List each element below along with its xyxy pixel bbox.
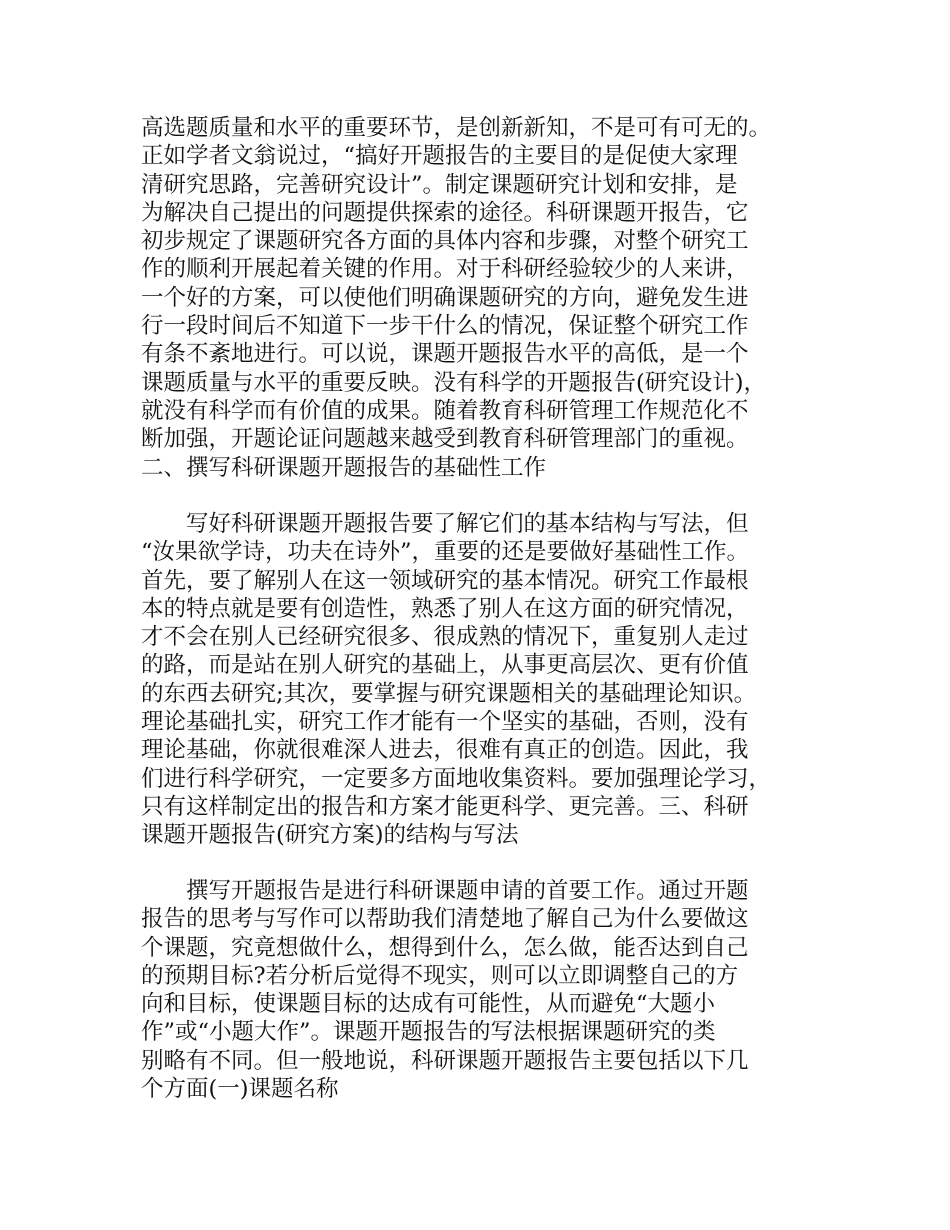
text-line: 才不会在别人已经研究很多、很成熟的情况下，重复别人走过 [141,624,749,651]
text-line: 首先，要了解别人在这一领域研究的基本情况。研究工作最根 [141,567,749,594]
paragraph-3 [141,877,831,1103]
text-line: 撰写开题报告是进行科研课题申请的首要工作。通过开题 [141,878,749,904]
text-line: 理论基础扎实，研究工作才能有一个坚实的基础，否则，没有 [141,709,749,736]
text-line: 只有这样制定出的报告和方案才能更科学、更完善。三、科研 [141,793,749,820]
text-line: 作的顺利开展起着关键的作用。对于科研经验较少的人来讲， [141,256,749,283]
text-line: 理论基础，你就很难深人进去，很难有真正的创造。因此，我 [141,737,749,764]
text-line: 行一段时间后不知道下一步干什么的情况，保证整个研究工作 [141,313,749,340]
text-line: 一个好的方案，可以使他们明确课题研究的方向，避免发生进 [141,284,749,311]
text-line: 别略有不同。但一般地说，科研课题开题报告主要包括以下几 [141,1047,749,1074]
text-line: 正如学者文翁说过，“搞好开题报告的主要目的是促使大家理 [141,143,738,170]
text-line: 清研究思路，完善研究设计”。制定课题研究计划和安排，是 [141,171,738,198]
text-line: 初步规定了课题研究各方面的具体内容和步骤，对整个研究工 [141,228,749,255]
text-line: 报告的思考与写作可以帮助我们清楚地了解自己为什么要做这 [141,906,749,933]
text-line: 向和目标，使课题目标的达成有可能性，从而避免“大题小 [141,991,716,1018]
text-line: 为解决自己提出的问题提供探索的途径。科研课题开报告，它 [141,199,749,226]
text-line: 个课题，究竟想做什么，想得到什么，怎么做，能否达到自己 [141,934,749,961]
paragraph-2 [141,510,831,850]
text-line: 课题开题报告(研究方案)的结构与写法 [141,822,519,849]
text-line: 作”或“小题大作”。课题开题报告的写法根据课题研究的类 [141,1019,716,1046]
text-line: 的东西去研究;其次，要掌握与研究课题相关的基础理论知识。 [141,680,757,707]
text-line: 断加强，开题论证问题越来越受到教育科研管理部门的重视。 [141,426,749,453]
text-line: 的路，而是站在别人研究的基础上，从事更高层次、更有价值 [141,652,749,679]
text-line: 就没有科学而有价值的成果。随着教育科研管理工作规范化不 [141,397,749,424]
text-line: 本的特点就是要有创造性，熟悉了别人在这方面的研究情况， [141,595,749,622]
text-line: “汝果欲学诗，功夫在诗外”，重要的还是要做好基础性工作。 [141,539,750,566]
paragraph-1 [141,114,831,482]
text-line: 个方面(一)课题名称 [141,1076,339,1103]
section-heading-line: 二、撰写科研课题开题报告的基础性工作 [141,454,547,481]
text-line: 们进行科学研究，一定要多方面地收集资料。要加强理论学习， [141,765,772,792]
text-line: 高选题质量和水平的重要环节，是创新新知，不是可有可无的。 [141,115,772,141]
text-line: 有条不紊地进行。可以说，课题开题报告水平的高低，是一个 [141,341,749,368]
text-line: 课题质量与水平的重要反映。没有科学的开题报告(研究设计)， [141,369,767,396]
text-line: 的预期目标?若分析后觉得不现实，则可以立即调整自己的方 [141,962,739,989]
text-line: 写好科研课题开题报告要了解它们的基本结构与写法，但 [141,511,749,537]
